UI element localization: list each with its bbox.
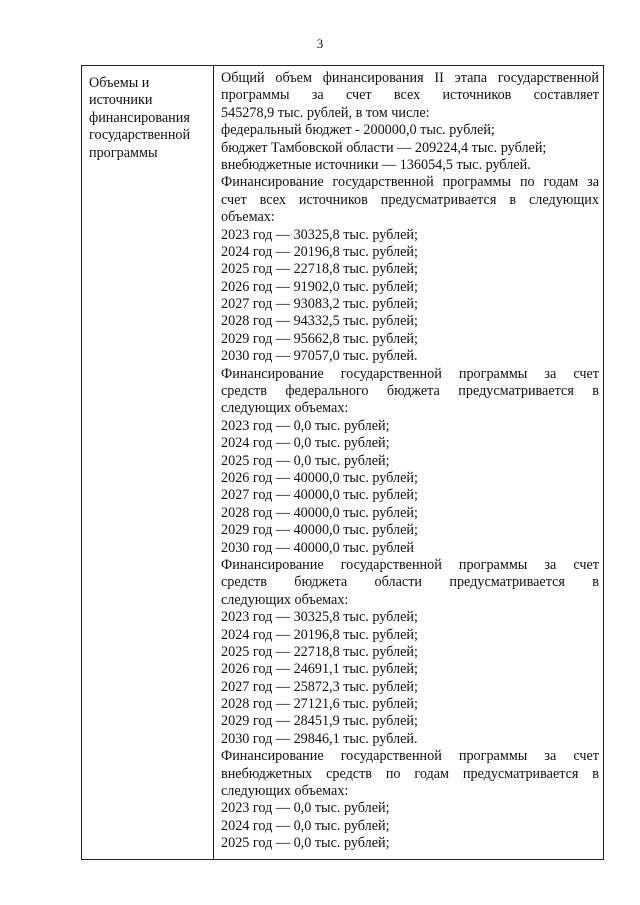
text-line: Финансирование государственной программы за счет — [221, 365, 599, 382]
page-number: 3 — [316, 36, 324, 51]
text-line: 545278,9 тыс. рублей, в том числе: — [221, 104, 430, 121]
text-line: 2029 год — 40000,0 тыс. рублей; — [221, 522, 418, 539]
section-title-line: финансирования — [89, 109, 190, 126]
text-line: счет всех источников предусматривается в следующих — [221, 191, 599, 208]
text-line: 2024 год — 20196,8 тыс. рублей; — [221, 626, 418, 643]
text-line: следующих объемах: — [221, 591, 349, 608]
section-title-cell — [89, 74, 209, 161]
text-line: 2023 год — 30325,8 тыс. рублей; — [221, 226, 418, 243]
text-line: 2026 год — 40000,0 тыс. рублей; — [221, 469, 418, 486]
text-line: 2028 год — 40000,0 тыс. рублей; — [221, 504, 418, 521]
text-line: 2030 год — 97057,0 тыс. рублей. — [221, 348, 418, 365]
text-line: 2029 год — 28451,9 тыс. рублей; — [221, 713, 418, 730]
text-line: средств бюджета области предусматривается в — [221, 574, 599, 591]
text-line: внебюджетных средств по годам предусматривается в — [221, 765, 599, 782]
text-line: Финансирование государственной программы по годам за — [221, 174, 599, 191]
text-line: 2029 год — 95662,8 тыс. рублей; — [221, 330, 418, 347]
section-title-line: программы — [89, 144, 158, 161]
text-line: 2028 год — 94332,5 тыс. рублей; — [221, 313, 418, 330]
text-line: 2024 год — 0,0 тыс. рублей; — [221, 817, 390, 834]
text-line: 2025 год — 22718,8 тыс. рублей; — [221, 643, 418, 660]
text-line: бюджет Тамбовской области — 209224,4 тыс. рублей; — [221, 139, 547, 156]
text-line: 2023 год — 0,0 тыс. рублей; — [221, 417, 390, 434]
text-line: средств федерального бюджета предусматривается в — [221, 383, 599, 400]
text-line: 2027 год — 93083,2 тыс. рублей; — [221, 296, 418, 313]
text-line: Общий объем финансирования II этапа государственной — [221, 70, 599, 86]
text-line: Финансирование государственной программы за счет — [221, 556, 599, 573]
text-line: 2027 год — 25872,3 тыс. рублей; — [221, 678, 418, 695]
text-line: 2023 год — 30325,8 тыс. рублей; — [221, 609, 418, 626]
section-title-line: Объемы и — [89, 75, 150, 91]
text-line: 2025 год — 0,0 тыс. рублей; — [221, 452, 390, 469]
text-line: 2025 год — 22718,8 тыс. рублей; — [221, 261, 418, 278]
text-line: 2024 год — 20196,8 тыс. рублей; — [221, 243, 418, 260]
text-line: 2030 год — 29846,1 тыс. рублей. — [221, 730, 418, 747]
text-line: 2028 год — 27121,6 тыс. рублей; — [221, 696, 418, 713]
column-divider — [213, 66, 214, 859]
text-line: 2023 год — 0,0 тыс. рублей; — [221, 800, 390, 817]
text-line: программы за счет всех источников составляет — [221, 87, 599, 104]
section-title-line: источники — [89, 92, 153, 109]
text-line: 2025 год — 0,0 тыс. рублей; — [221, 835, 390, 852]
text-line: следующих объемах: — [221, 400, 349, 417]
text-line: федеральный бюджет - 200000,0 тыс. рублей; — [221, 122, 495, 139]
text-line: внебюджетные источники — 136054,5 тыс. рублей. — [221, 156, 531, 173]
section-title-line: государственной — [89, 127, 191, 144]
text-line: объемах: — [221, 209, 275, 226]
text-line: 2027 год — 40000,0 тыс. рублей; — [221, 487, 418, 504]
text-line: 2030 год — 40000,0 тыс. рублей — [221, 539, 414, 556]
passport-table — [81, 65, 604, 860]
financing-description-cell — [221, 70, 599, 853]
text-line: Финансирование государственной программы за счет — [221, 748, 599, 765]
text-line: 2026 год — 24691,1 тыс. рублей; — [221, 661, 418, 678]
text-line: 2024 год — 0,0 тыс. рублей; — [221, 435, 390, 452]
text-line: следующих объемах: — [221, 783, 349, 800]
text-line: 2026 год — 91902,0 тыс. рублей; — [221, 278, 418, 295]
